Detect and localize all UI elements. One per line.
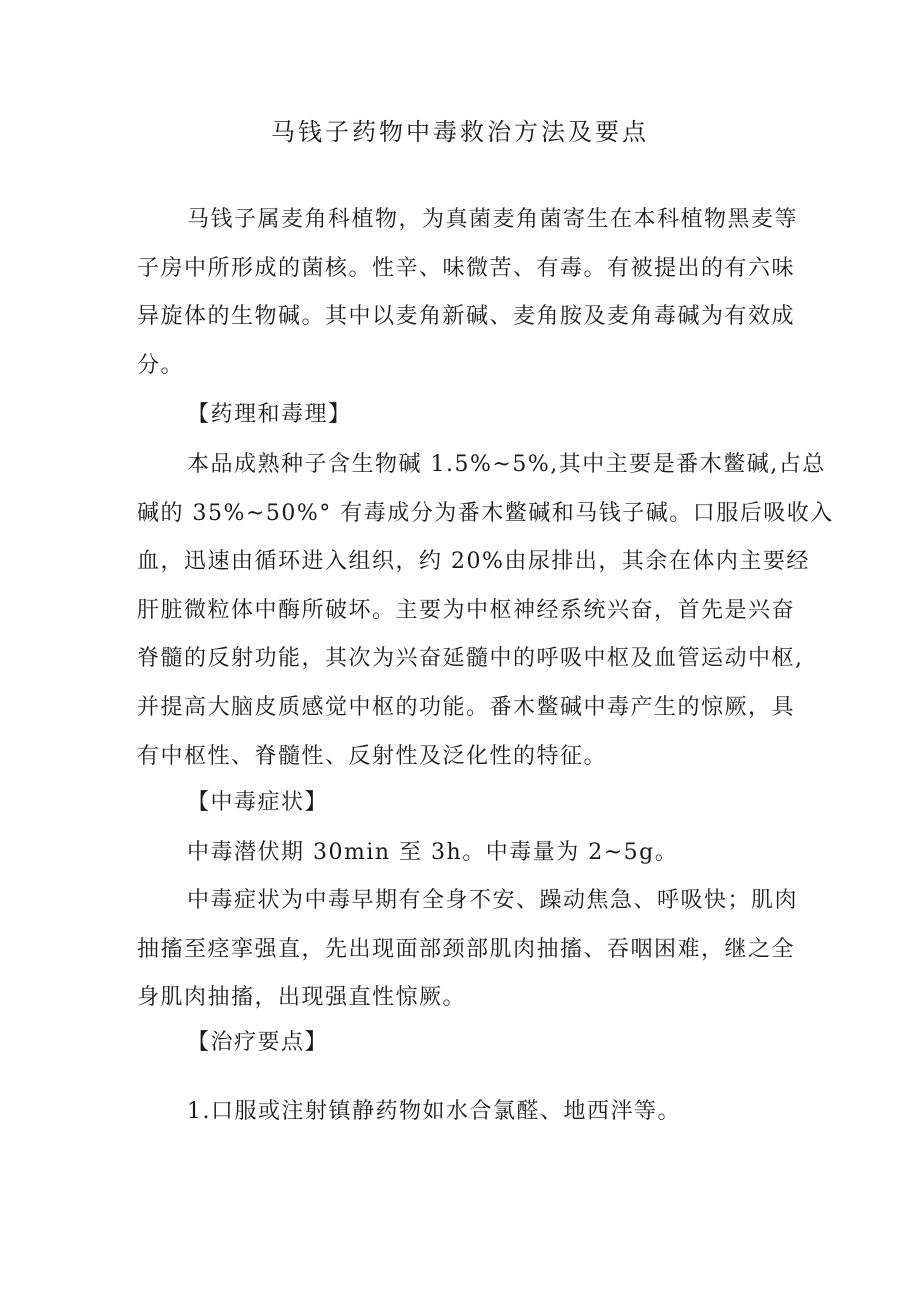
symptoms-paragraph bbox=[137, 877, 797, 1023]
paragraph-line: 本品成熟种子含生物碱 1.5%~5%,其中主要是番木鳖碱,占总 bbox=[187, 452, 826, 477]
paragraph-line: 并提高大脑皮质感觉中枢的功能。番木鳖碱中毒产生的惊厥，具 bbox=[137, 694, 796, 720]
paragraph-line: 中毒症状为中毒早期有全身不安、躁动焦急、呼吸快；肌肉 bbox=[187, 888, 799, 913]
paragraph-line: 碱的 35%~50%° 有毒成分为番木鳖碱和马钱子碱。口服后吸收入 bbox=[137, 500, 834, 526]
pharmacology-paragraph bbox=[137, 441, 834, 781]
document-title: 马钱子药物中毒救治方法及要点 bbox=[271, 118, 649, 146]
intro-line: 异旋体的生物碱。其中以麦角新碱、麦角胺及麦角毒碱为有效成 bbox=[137, 304, 796, 330]
paragraph-line: 脊髓的反射功能，其次为兴奋延髓中的呼吸中枢及血管运动中枢, bbox=[137, 646, 804, 672]
treatment-item: 1.口服或注射镇静药物如水合氯醛、地西泮等。 bbox=[187, 1099, 681, 1124]
paragraph-line: 血，迅速由循环进入组织，约 20%由尿排出，其余在体内主要经 bbox=[137, 549, 810, 575]
paragraph-line: 抽搐至痉挛强直，先出现面部颈部肌肉抽搐、吞咽困难，继之全 bbox=[137, 936, 796, 962]
section-heading-pharmacology: 【药理和毒理】 bbox=[187, 402, 352, 427]
intro-line: 分。 bbox=[137, 352, 185, 378]
paragraph-line: 肝脏微粒体中酶所破坏。主要为中枢神经系统兴奋，首先是兴奋 bbox=[137, 597, 796, 623]
section-heading-treatment: 【治疗要点】 bbox=[187, 1030, 329, 1055]
paragraph-line: 有中枢性、脊髓性、反射性及泛化性的特征。 bbox=[137, 743, 608, 769]
intro-line: 子房中所形成的菌核。性辛、味微苦、有毒。有被提出的有六味 bbox=[137, 255, 796, 281]
intro-paragraph bbox=[137, 196, 797, 390]
section-heading-symptoms: 【中毒症状】 bbox=[187, 790, 329, 815]
paragraph-line: 身肌肉抽搐，出现强直性惊厥。 bbox=[137, 985, 467, 1011]
intro-line: 马钱子属麦角科植物，为真菌麦角菌寄生在本科植物黑麦等 bbox=[187, 207, 799, 232]
symptoms-latency-line: 中毒潜伏期 30min 至 3h。中毒量为 2~5g。 bbox=[187, 840, 679, 865]
